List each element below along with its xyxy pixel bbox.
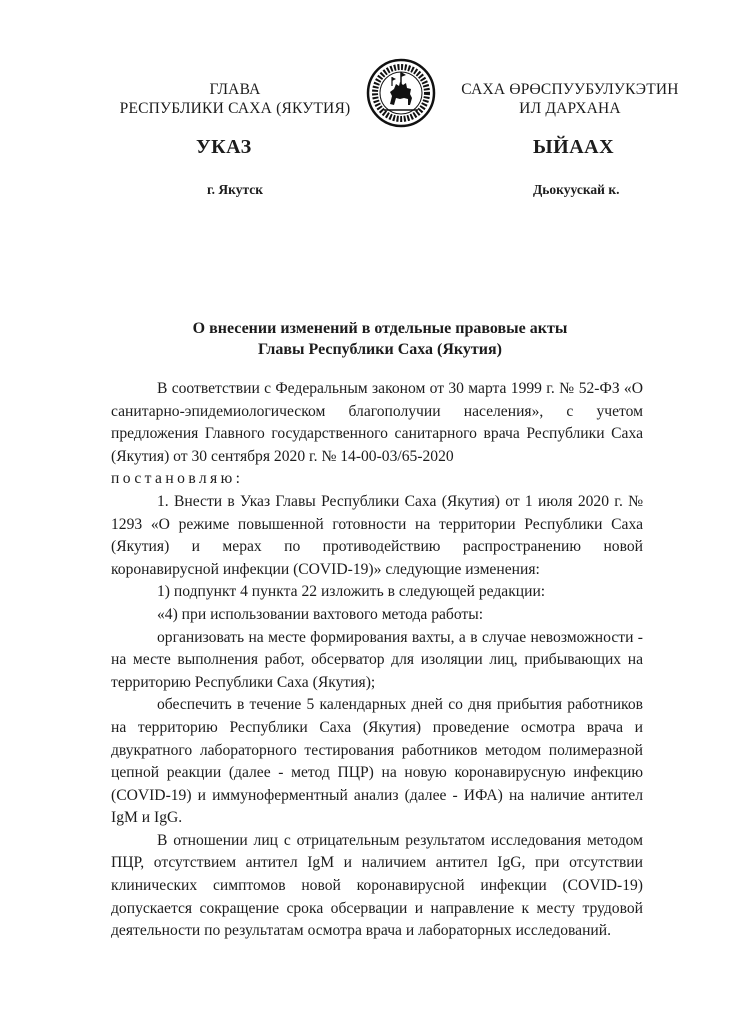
doc-type-left: УКАЗ (196, 136, 252, 158)
coat-of-arms-icon (366, 58, 436, 128)
city-left: г. Якутск (207, 182, 264, 197)
paragraph-preamble: В соответствии с Федеральным законом от 30 марта 1999 г. № 52-ФЗ «О санитарно-эпидемиологическом благополучии населения», с учетом предложения Главного государственного санитарного врача Республики Саха (Якутия) от 30 сентября 2020 г. № 14-00-03/65-2020 (111, 380, 643, 465)
header-left (100, 80, 370, 118)
header-right-line1: САХА ӨРӨСПУУБУЛУКЭТИН (461, 81, 679, 98)
paragraph-observator: организовать на месте формирования вахты, а в случае невозможности - на месте выполнения работ, обсерватор для изоляции лиц, прибывающих на территорию Республики Саха (Якутия); (111, 628, 643, 691)
document-title-line2: Главы Республики Саха (Якутия) (258, 341, 502, 358)
document-title-line1: О внесении изменений в отдельные правовые акты (192, 320, 568, 337)
paragraph-decree: постановляю: (111, 470, 244, 488)
paragraph-testing: обеспечить в течение 5 календарных дней со дня прибытия работников на территорию Республики Саха (Якутия) проведение осмотра врача и двукратного лабораторного тестирования работников методом полимеразной цепной реакции (далее - метод ПЦР) на новую коронавирусную инфекцию (COVID-19) и иммуноферментный анализ (далее - ИФА) на наличие антител IgM и IgG. (111, 696, 643, 827)
paragraph-item-1: 1. Внести в Указ Главы Республики Саха (Якутия) от 1 июля 2020 г. № 1293 «О режиме повышенной готовности на территории Республики Саха (Якутия) и мерах по противодействию распространению новой коронавирусной инфекции (COVID-19)» следующие изменения: (111, 492, 643, 578)
document-title (120, 318, 640, 360)
header-left-line2: РЕСПУБЛИКИ САХА (ЯКУТИЯ) (119, 100, 351, 117)
paragraph-subitem-1: 1) подпункт 4 пункта 22 изложить в следующей редакции: (157, 583, 546, 601)
header-left-line1: ГЛАВА (209, 81, 261, 98)
header-right (450, 80, 690, 118)
document-body (111, 378, 643, 943)
header-right-line2: ИЛ ДАРХАНА (519, 100, 621, 117)
paragraph-quote-start: «4) при использовании вахтового метода работы: (157, 605, 484, 623)
paragraph-negative-results: В отношении лиц с отрицательным результатом исследования методом ПЦР, отсутствием антител IgM и наличием антител IgG, при отсутствии клинических симптомов новой коронавирусной инфекции (COVID-19) допускается сокращение срока обсервации и направление к месту трудовой деятельности по результатам осмотра врача и лабораторных исследований. (111, 831, 643, 940)
city-right: Дьокуускай к. (533, 182, 620, 197)
doc-type-right: ЫЙААХ (533, 136, 615, 158)
